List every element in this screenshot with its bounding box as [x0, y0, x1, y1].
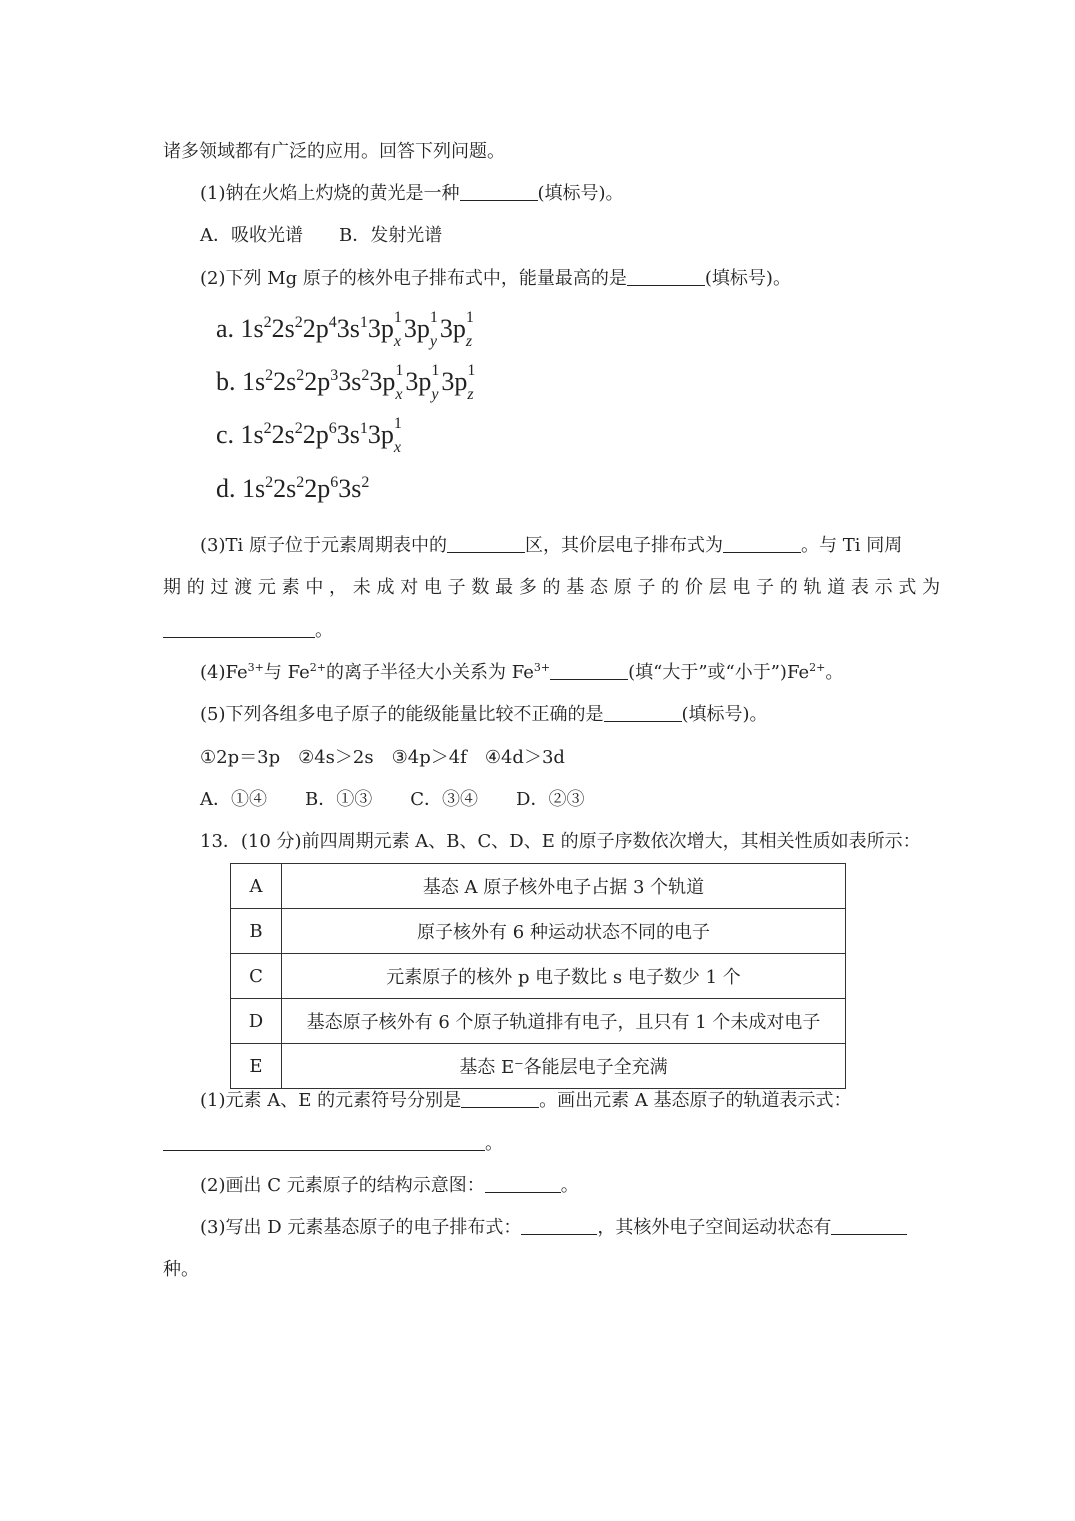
answer-blank[interactable] — [460, 182, 538, 201]
intro-text: 诸多领域都有广泛的应用。回答下列问题。 — [163, 141, 505, 162]
question-13-part-3: (3)写出 D 元素基态原子的电子排布式： ，其核外电子空间运动状态有 — [200, 1214, 907, 1242]
question-13-part-1: (1)元素 A、E 的元素符号分别是 。画出元素 A 基态原子的轨道表示式： — [200, 1090, 852, 1111]
table-row: C 元素原子的核外 p 电子数比 s 电子数少 1 个 — [231, 954, 846, 999]
answer-blank[interactable] — [604, 703, 682, 722]
table-row: D 基态原子核外有 6 个原子轨道排有电子，且只有 1 个未成对电子 — [231, 999, 846, 1044]
answer-blank[interactable] — [461, 1089, 539, 1108]
question-3-line-3: 。 — [163, 617, 333, 645]
config-d: d. $1s^22s^22p^63s^2$ — [216, 474, 370, 503]
config-c: c. $1s^22s^22p^63s^13p$ 1 x — [216, 415, 402, 456]
option-b: B．发射光谱 — [339, 225, 443, 246]
option-a: A．吸收光谱 — [200, 225, 303, 246]
question-13-part-1-line-2: 。 — [163, 1130, 503, 1158]
question-5-options: A．①④ B．①③ C．③④ D．②③ — [200, 789, 585, 810]
question-5-items: ①2p＝3p ②4s＞2s ③4p＞4f ④4d＞3d — [200, 747, 565, 768]
answer-blank[interactable] — [163, 1132, 485, 1151]
answer-blank[interactable] — [485, 1174, 561, 1193]
question-4: $(4)Fe^{3+}$与 $Fe^{2+}$的离子半径大小关系为 $Fe^{3+}$ (填“大于”或“小于$”)Fe^{2+}$。 — [200, 661, 844, 683]
answer-blank[interactable] — [627, 267, 705, 286]
question-2: (2)下列 Mg 原子的核外电子排布式中，能量最高的是 (填标号)。 — [200, 268, 791, 289]
element-property-table — [230, 863, 846, 1089]
question-13-part-3-end: 种。 — [163, 1259, 199, 1280]
answer-blank[interactable] — [550, 661, 628, 680]
question-3-line-2: 期 的 过 渡 元 素 中 ， 未 成 对 电 子 数 最 多 的 基 态 原 子 的 价 层 电 子 的 轨 道 表 示 式 为 — [163, 577, 941, 598]
config-b: b. $1s^22s^22p^33s^23p$ 1 x 3p 1 y 3p 1 z — [216, 362, 476, 403]
question-5: (5)下列各组多电子原子的能级能量比较不正确的是 (填标号)。 — [200, 704, 768, 725]
answer-blank[interactable] — [831, 1216, 907, 1235]
table-row: A 基态 A 原子核外电子占据 3 个轨道 — [231, 864, 846, 909]
answer-blank[interactable] — [521, 1216, 597, 1235]
question-1-options — [200, 222, 442, 250]
table-row: B 原子核外有 6 种运动状态不同的电子 — [231, 909, 846, 954]
question-1: (1)钠在火焰上灼烧的黄光是一种 (填标号)。 — [200, 183, 624, 204]
answer-blank[interactable] — [163, 619, 315, 638]
question-3: (3)Ti 原子位于元素周期表中的 区，其价层电子排布式为 。与 Ti 同周 — [200, 535, 903, 556]
question-13-title: 13．(10 分)前四周期元素 A、B、C、D、E 的原子序数依次增大，其相关性质如表所示： — [200, 831, 921, 852]
question-13-part-2: (2)画出 C 元素原子的结构示意图： 。 — [200, 1175, 579, 1196]
config-a: a. $1s^22s^22p^43s^13p$ 1 x 3p 1 y 3p 1 z — [216, 309, 474, 350]
answer-blank[interactable] — [447, 534, 525, 553]
table-row: E 基态 E⁻各能层电子全充满 — [231, 1044, 846, 1089]
answer-blank[interactable] — [723, 534, 801, 553]
